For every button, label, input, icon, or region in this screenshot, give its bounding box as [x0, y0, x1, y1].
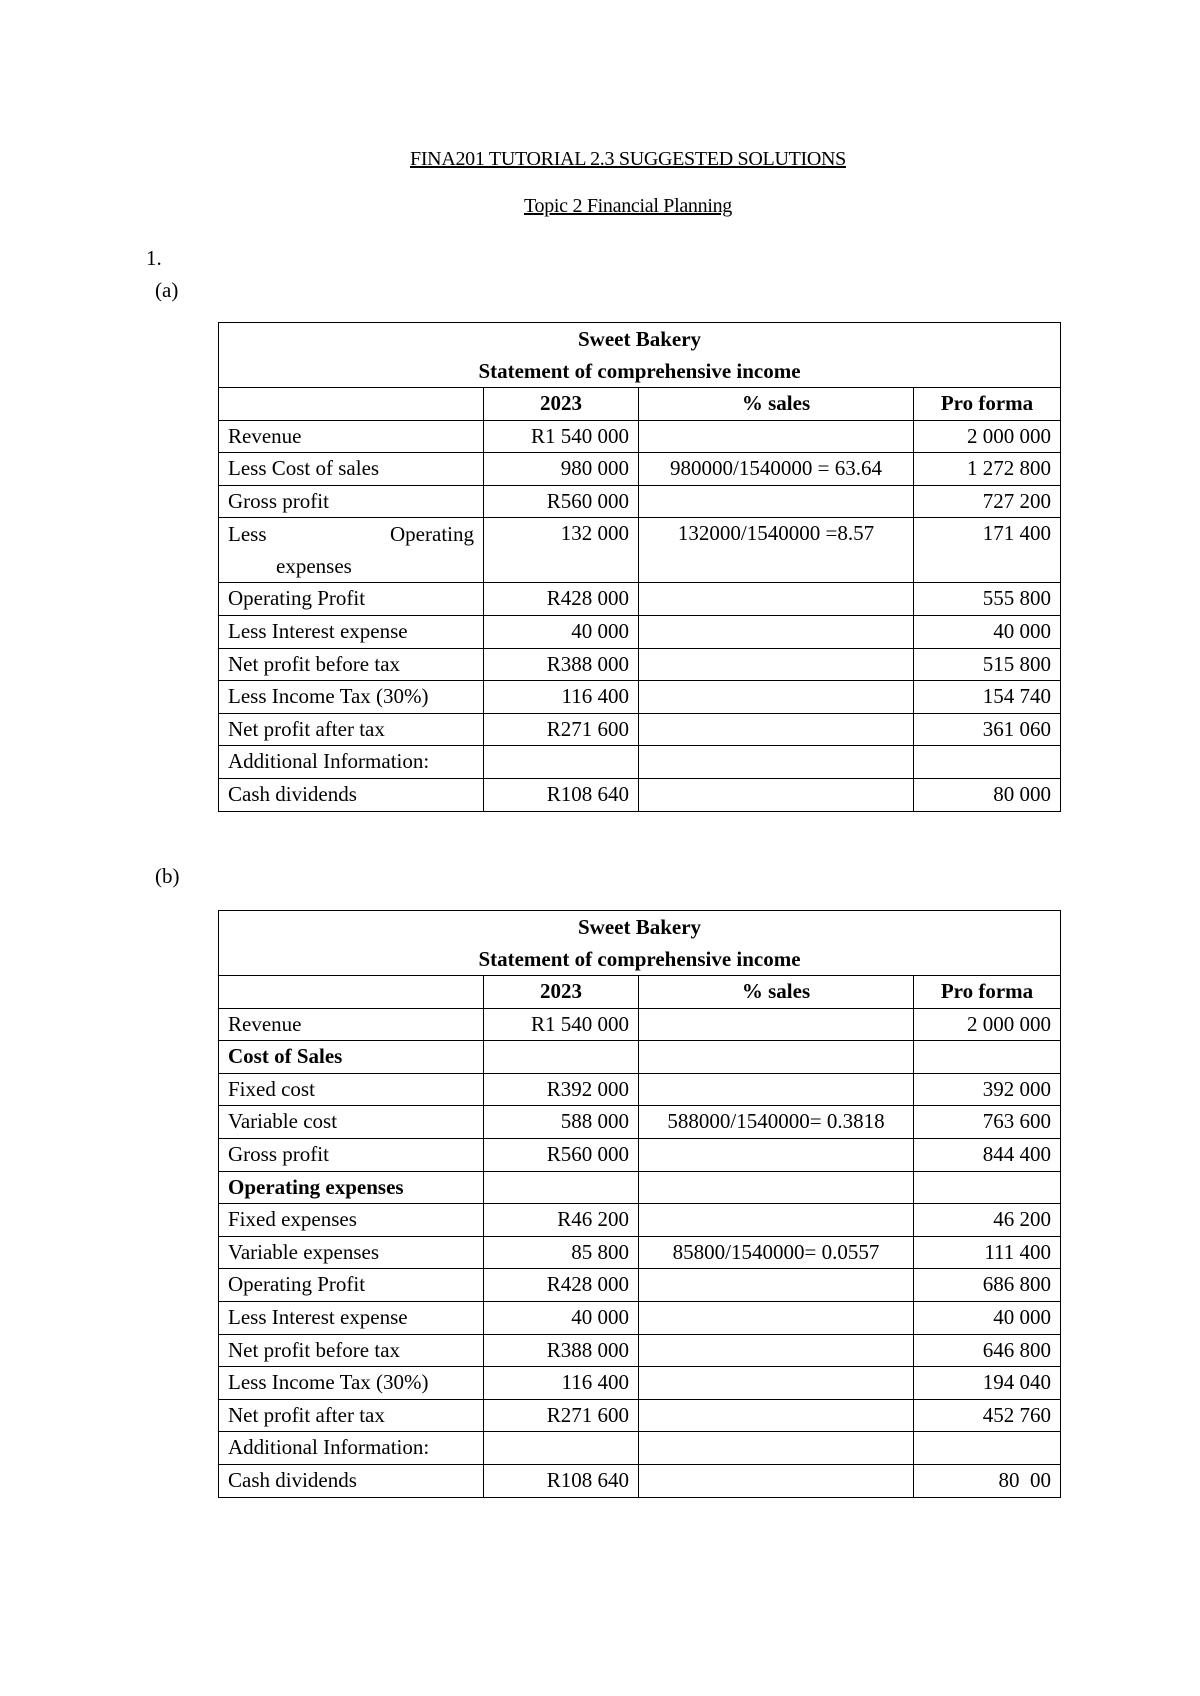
row-label: Variable cost [219, 1106, 484, 1139]
cell-pct-sales [639, 485, 914, 518]
cell-proforma: 361 060 [914, 713, 1061, 746]
cell-2023: R388 000 [484, 648, 639, 681]
row-label: Less Income Tax (30%) [219, 1367, 484, 1400]
cell-proforma: 154 740 [914, 681, 1061, 714]
table-row [219, 1334, 1061, 1367]
cell-pct-sales [639, 1204, 914, 1237]
document-title: FINA201 TUTORIAL 2.3 SUGGESTED SOLUTIONS [410, 148, 846, 170]
company-name: Sweet Bakery [577, 915, 702, 939]
cell-pct-sales [639, 1432, 914, 1465]
row-label: Revenue [219, 420, 484, 453]
column-header: Pro forma [914, 388, 1061, 421]
cell-2023: 980 000 [484, 453, 639, 486]
row-label: Less Income Tax (30%) [219, 681, 484, 714]
cell-proforma: 646 800 [914, 1334, 1061, 1367]
cell-proforma: 392 000 [914, 1073, 1061, 1106]
cell-2023: R1 540 000 [484, 1008, 639, 1041]
column-header [219, 976, 484, 1009]
table-row [219, 713, 1061, 746]
cell-2023: R271 600 [484, 1399, 639, 1432]
table-heading-row [219, 911, 1061, 976]
cell-proforma: 111 400 [914, 1236, 1061, 1269]
table-heading [219, 911, 1061, 976]
column-header: % sales [639, 388, 914, 421]
table-row [219, 615, 1061, 648]
row-label: Fixed expenses [219, 1204, 484, 1237]
cell-proforma: 40 000 [914, 615, 1061, 648]
part-b-label: (b) [155, 864, 180, 888]
cell-2023: R428 000 [484, 583, 639, 616]
cell-pct-sales: 132000/1540000 =8.57 [639, 518, 914, 583]
cell-2023: 40 000 [484, 1301, 639, 1334]
table-row [219, 1399, 1061, 1432]
income-statement-table-a [218, 322, 1061, 812]
column-header [219, 388, 484, 421]
cell-proforma: 46 200 [914, 1204, 1061, 1237]
cell-proforma: 194 040 [914, 1367, 1061, 1400]
row-label-line [228, 518, 474, 550]
table-row [219, 778, 1061, 811]
row-label: Fixed cost [219, 1073, 484, 1106]
cell-pct-sales [639, 1171, 914, 1204]
cell-2023: R428 000 [484, 1269, 639, 1302]
row-label: Less Cost of sales [219, 453, 484, 486]
cell-2023: R108 640 [484, 778, 639, 811]
table-row [219, 1236, 1061, 1269]
cell-2023: 85 800 [484, 1236, 639, 1269]
cell-2023: R46 200 [484, 1204, 639, 1237]
row-label: Operating Profit [219, 1269, 484, 1302]
row-label: Revenue [219, 1008, 484, 1041]
cell-2023 [484, 1041, 639, 1074]
table-row [219, 1008, 1061, 1041]
row-label: Cash dividends [219, 778, 484, 811]
cell-proforma [914, 1041, 1061, 1074]
cell-pct-sales [639, 1334, 914, 1367]
row-label: Cash dividends [219, 1464, 484, 1497]
cell-pct-sales: 85800/1540000= 0.0557 [639, 1236, 914, 1269]
column-header: 2023 [484, 976, 639, 1009]
part-a-label: (a) [155, 278, 179, 302]
document-subtitle: Topic 2 Financial Planning [524, 195, 732, 217]
section-label: Operating expenses [219, 1171, 484, 1204]
cell-2023: 588 000 [484, 1106, 639, 1139]
cell-2023 [484, 1171, 639, 1204]
cell-2023 [484, 1432, 639, 1465]
cell-2023: R271 600 [484, 713, 639, 746]
table-row [219, 453, 1061, 486]
row-label: Gross profit [219, 1138, 484, 1171]
cell-pct-sales [639, 681, 914, 714]
row-label: Operating Profit [219, 583, 484, 616]
column-header: % sales [639, 976, 914, 1009]
cell-proforma [914, 1171, 1061, 1204]
table-row [219, 1041, 1061, 1074]
table-heading [219, 323, 1061, 388]
cell-2023: 132 000 [484, 518, 639, 583]
cell-pct-sales [639, 1464, 914, 1497]
cell-proforma: 1 272 800 [914, 453, 1061, 486]
cell-proforma [914, 1432, 1061, 1465]
cell-proforma: 515 800 [914, 648, 1061, 681]
cell-proforma [914, 746, 1061, 779]
table-row [219, 1464, 1061, 1497]
row-label-part: Operating [390, 522, 474, 547]
row-label: Net profit before tax [219, 1334, 484, 1367]
cell-2023: 116 400 [484, 1367, 639, 1400]
row-label: Less Interest expense [219, 615, 484, 648]
table-row [219, 420, 1061, 453]
cell-pct-sales [639, 1073, 914, 1106]
row-label [219, 518, 484, 583]
cell-proforma: 80 000 [914, 778, 1061, 811]
table-heading-row [219, 323, 1061, 388]
cell-pct-sales [639, 1008, 914, 1041]
cell-2023: R388 000 [484, 1334, 639, 1367]
cell-proforma: 2 000 000 [914, 420, 1061, 453]
cell-proforma: 686 800 [914, 1269, 1061, 1302]
table-row [219, 1432, 1061, 1465]
table-row [219, 583, 1061, 616]
row-label: Net profit after tax [219, 1399, 484, 1432]
table-row [219, 1269, 1061, 1302]
cell-proforma: 452 760 [914, 1399, 1061, 1432]
cell-proforma: 171 400 [914, 518, 1061, 583]
cell-proforma: 844 400 [914, 1138, 1061, 1171]
row-label: Additional Information: [219, 746, 484, 779]
cell-pct-sales: 980000/1540000 = 63.64 [639, 453, 914, 486]
row-label: Gross profit [219, 485, 484, 518]
statement-name: Statement of comprehensive income [478, 359, 801, 383]
column-header: Pro forma [914, 976, 1061, 1009]
cell-pct-sales [639, 1399, 914, 1432]
cell-proforma: 2 000 000 [914, 1008, 1061, 1041]
cell-pct-sales [639, 746, 914, 779]
row-label-part: expenses [276, 554, 352, 579]
row-label: Less Interest expense [219, 1301, 484, 1334]
section-label: Cost of Sales [219, 1041, 484, 1074]
cell-2023: 116 400 [484, 681, 639, 714]
cell-2023: R392 000 [484, 1073, 639, 1106]
cell-pct-sales [639, 778, 914, 811]
table-row [219, 746, 1061, 779]
table-row [219, 1106, 1061, 1139]
table-row [219, 1073, 1061, 1106]
statement-name: Statement of comprehensive income [478, 947, 801, 971]
cell-2023: R1 540 000 [484, 420, 639, 453]
cell-proforma: 80 00 [914, 1464, 1061, 1497]
cell-2023: R560 000 [484, 485, 639, 518]
cell-pct-sales [639, 1367, 914, 1400]
cell-proforma: 40 000 [914, 1301, 1061, 1334]
table-row [219, 485, 1061, 518]
table-row [219, 1301, 1061, 1334]
cell-pct-sales [639, 1269, 914, 1302]
cell-pct-sales [639, 583, 914, 616]
row-label-part: Less [228, 522, 267, 547]
column-header-row [219, 388, 1061, 421]
table-row [219, 1138, 1061, 1171]
table-row [219, 681, 1061, 714]
cell-2023: R108 640 [484, 1464, 639, 1497]
table-row [219, 648, 1061, 681]
cell-pct-sales: 588000/1540000= 0.3818 [639, 1106, 914, 1139]
cell-proforma: 727 200 [914, 485, 1061, 518]
row-label: Net profit after tax [219, 713, 484, 746]
cell-pct-sales [639, 1301, 914, 1334]
row-label: Net profit before tax [219, 648, 484, 681]
cell-pct-sales [639, 713, 914, 746]
cell-2023: R560 000 [484, 1138, 639, 1171]
table-row [219, 518, 1061, 583]
row-label: Additional Information: [219, 1432, 484, 1465]
table-row [219, 1367, 1061, 1400]
table-row [219, 1204, 1061, 1237]
cell-2023: 40 000 [484, 615, 639, 648]
company-name: Sweet Bakery [577, 327, 702, 351]
row-label: Variable expenses [219, 1236, 484, 1269]
cell-proforma: 763 600 [914, 1106, 1061, 1139]
cell-proforma: 555 800 [914, 583, 1061, 616]
table-row [219, 1171, 1061, 1204]
column-header: 2023 [484, 388, 639, 421]
question-number: 1. [146, 246, 162, 270]
column-header-row [219, 976, 1061, 1009]
cell-pct-sales [639, 1138, 914, 1171]
cell-pct-sales [639, 615, 914, 648]
cell-pct-sales [639, 420, 914, 453]
income-statement-table-b [218, 910, 1061, 1498]
cell-2023 [484, 746, 639, 779]
cell-pct-sales [639, 1041, 914, 1074]
cell-pct-sales [639, 648, 914, 681]
